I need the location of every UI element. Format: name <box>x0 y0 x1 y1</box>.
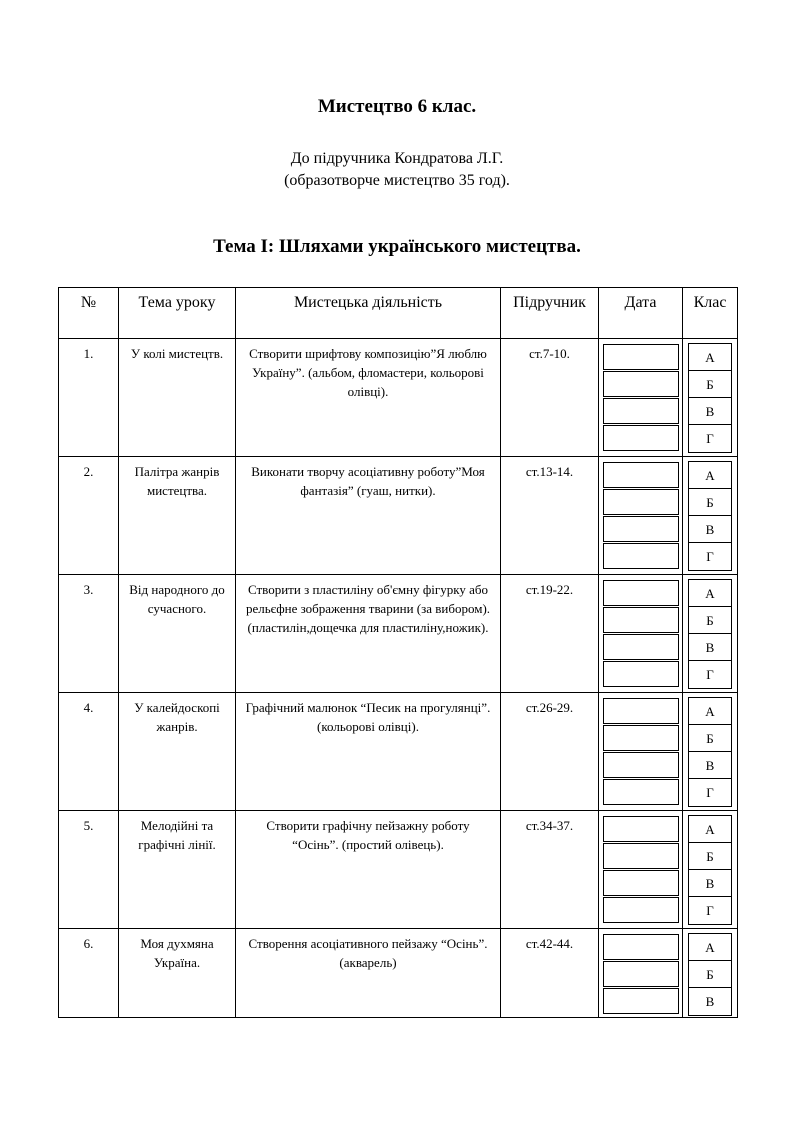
date-entry-box <box>603 371 679 397</box>
class-letter: А <box>689 580 731 607</box>
lesson-class-cell <box>683 929 738 1018</box>
lesson-date-cell <box>599 693 683 811</box>
class-letter: А <box>689 816 731 843</box>
table-header-row <box>59 288 738 339</box>
header-textbook: Підручник <box>501 288 599 339</box>
class-letter: А <box>689 934 731 961</box>
lesson-date-cell <box>599 457 683 575</box>
lesson-textbook-pages: ст.42-44. <box>501 929 599 1018</box>
subtitle-textbook: До підручника Кондратова Л.Г. <box>290 150 504 167</box>
date-entry-box <box>603 425 679 451</box>
header-num: № <box>59 288 119 339</box>
class-letter: Б <box>689 843 731 870</box>
class-letter: Г <box>706 903 714 918</box>
class-letter: Г <box>706 667 714 682</box>
lesson-textbook-pages: ст.13-14. <box>501 457 599 575</box>
date-entry-box <box>603 580 679 606</box>
lesson-theme: Моя духмяна Україна. <box>119 929 236 1018</box>
table-row <box>59 929 738 1018</box>
class-letter: Г <box>706 785 714 800</box>
lesson-activity: Створити графічну пейзажну роботу “Осінь”. (простий олівець). <box>236 811 501 929</box>
date-boxes <box>603 344 679 451</box>
document-subtitle <box>0 148 794 192</box>
date-boxes <box>603 580 679 687</box>
lesson-theme: Від народного до сучасного. <box>119 575 236 693</box>
class-list <box>688 461 732 571</box>
table-row <box>59 693 738 811</box>
lesson-textbook-pages: ст.19-22. <box>501 575 599 693</box>
class-letter: А <box>689 344 731 371</box>
lesson-date-cell <box>599 575 683 693</box>
class-letter: Б <box>689 725 731 752</box>
document-title: Мистецтво 6 клас. <box>317 96 477 117</box>
table-row <box>59 575 738 693</box>
subtitle-course: (образотворче мистецтво 35 год). <box>284 172 510 189</box>
lesson-plan-table <box>58 287 738 1018</box>
topic-heading: Тема І: Шляхами українського мистецтва. <box>213 236 581 257</box>
lesson-date-cell <box>599 929 683 1018</box>
class-letter: Б <box>689 489 731 516</box>
class-letter: Б <box>689 961 731 988</box>
date-entry-box <box>603 988 679 1014</box>
class-letter: А <box>689 462 731 489</box>
lesson-class-cell <box>683 339 738 457</box>
lesson-class-cell <box>683 811 738 929</box>
date-entry-box <box>603 816 679 842</box>
class-list <box>688 815 732 925</box>
lesson-class-cell <box>683 457 738 575</box>
class-letter: Б <box>689 371 731 398</box>
date-entry-box <box>603 752 679 778</box>
class-list <box>688 697 732 807</box>
class-letter: В <box>689 752 731 779</box>
date-entry-box <box>603 725 679 751</box>
lesson-number: 6. <box>59 929 119 1018</box>
class-letter: В <box>689 634 731 661</box>
lesson-activity: Створення асоціативного пейзажу “Осінь”. (акварель) <box>236 929 501 1018</box>
date-entry-box <box>603 779 679 805</box>
table-row <box>59 339 738 457</box>
table-row <box>59 457 738 575</box>
class-list <box>688 579 732 689</box>
class-letter: В <box>705 994 715 1009</box>
header-theme: Тема уроку <box>119 288 236 339</box>
date-entry-box <box>603 607 679 633</box>
lesson-textbook-pages: ст.26-29. <box>501 693 599 811</box>
lesson-date-cell <box>599 339 683 457</box>
date-boxes <box>603 462 679 569</box>
date-entry-box <box>603 344 679 370</box>
lesson-number: 2. <box>59 457 119 575</box>
lesson-textbook-pages: ст.7-10. <box>501 339 599 457</box>
date-entry-box <box>603 543 679 569</box>
date-entry-box <box>603 961 679 987</box>
lesson-number: 5. <box>59 811 119 929</box>
class-list <box>688 343 732 453</box>
lesson-number: 3. <box>59 575 119 693</box>
class-letter: Г <box>706 549 714 564</box>
lesson-theme: У калейдоскопі жанрів. <box>119 693 236 811</box>
table-row <box>59 811 738 929</box>
class-letter: В <box>689 516 731 543</box>
table-body <box>59 339 738 1018</box>
date-boxes <box>603 934 679 1014</box>
date-boxes <box>603 698 679 805</box>
lesson-number: 4. <box>59 693 119 811</box>
header-class: Клас <box>683 288 738 339</box>
lesson-theme: У колі мистецтв. <box>119 339 236 457</box>
lesson-date-cell <box>599 811 683 929</box>
lesson-activity: Виконати творчу асоціативну роботу”Моя фантазія” (гуаш, нитки). <box>236 457 501 575</box>
class-letter: А <box>689 698 731 725</box>
date-boxes <box>603 816 679 923</box>
header-date: Дата <box>599 288 683 339</box>
lesson-theme: Мелодійні та графічні лінії. <box>119 811 236 929</box>
lesson-activity: Створити шрифтову композицію”Я люблю Україну”. (альбом, фломастери, кольорові олівці). <box>236 339 501 457</box>
date-entry-box <box>603 843 679 869</box>
date-entry-box <box>603 934 679 960</box>
date-entry-box <box>603 462 679 488</box>
header-activity: Мистецька діяльність <box>236 288 501 339</box>
date-entry-box <box>603 398 679 424</box>
lesson-number: 1. <box>59 339 119 457</box>
date-entry-box <box>603 897 679 923</box>
date-entry-box <box>603 516 679 542</box>
lesson-class-cell <box>683 693 738 811</box>
class-letter: В <box>689 870 731 897</box>
lesson-theme: Палітра жанрів мистецтва. <box>119 457 236 575</box>
date-entry-box <box>603 661 679 687</box>
class-letter: Г <box>706 431 714 446</box>
lesson-activity: Створити з пластиліну об'ємну фігурку або рельєфне зображення тварини (за вибором). (пластилін,дощечка для пластиліну,ножик). <box>236 575 501 693</box>
date-entry-box <box>603 489 679 515</box>
class-letter: В <box>689 398 731 425</box>
lesson-textbook-pages: ст.34-37. <box>501 811 599 929</box>
date-entry-box <box>603 870 679 896</box>
class-list <box>688 933 732 1016</box>
class-letter: Б <box>689 607 731 634</box>
date-entry-box <box>603 698 679 724</box>
lesson-class-cell <box>683 575 738 693</box>
lesson-activity: Графічний малюнок “Песик на прогулянці”. (кольорові олівці). <box>236 693 501 811</box>
date-entry-box <box>603 634 679 660</box>
